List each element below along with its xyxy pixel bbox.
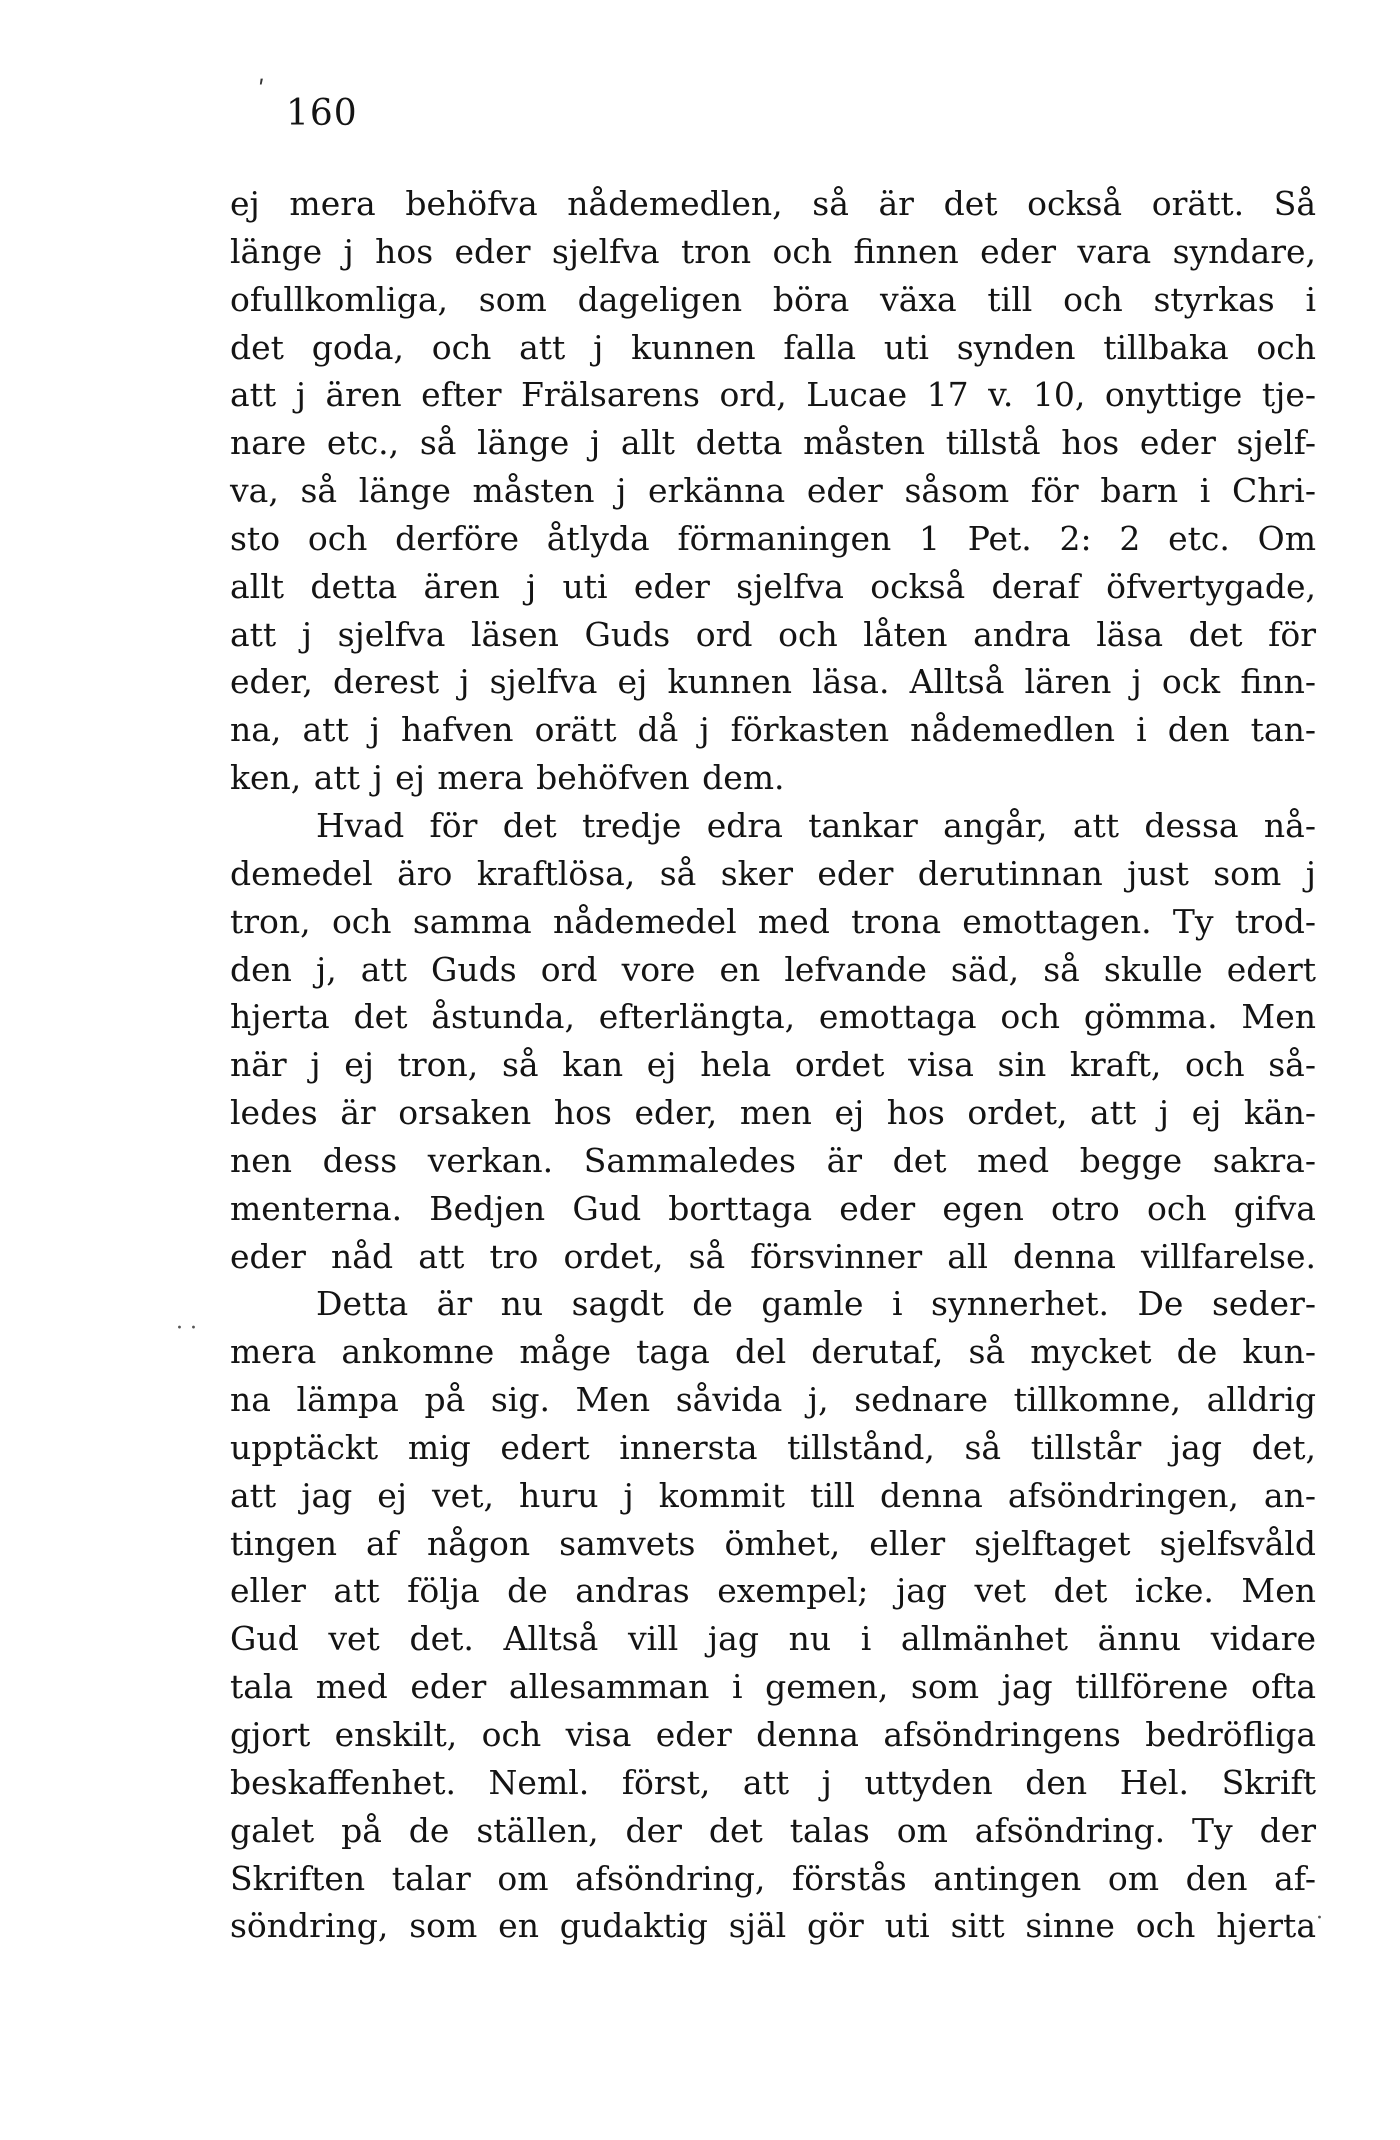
- text-line: sto och derföre åtlyda förmaningen 1 Pet. 2: 2 etc. Om: [230, 518, 1316, 558]
- paragraph-start-line: Detta är nu sagdt de gamle i synnerhet. De seder-: [316, 1284, 1316, 1324]
- text-line: gjort enskilt, och visa eder denna afsöndringens bedröfliga: [230, 1715, 1316, 1754]
- text-line: att jag ej vet, huru j kommit till denna afsöndringen, an-: [230, 1475, 1316, 1515]
- text-line: hjerta det åstunda, efterlängta, emottaga och gömma. Men: [230, 997, 1316, 1037]
- page-number: 160: [286, 93, 358, 134]
- text-line: att j sjelfva läsen Guds ord och låten andra läsa det för: [230, 614, 1316, 654]
- text-line: eder, derest j sjelfva ej kunnen läsa. Alltså lären j ock finn-: [230, 662, 1316, 702]
- text-line: ofullkomliga, som dageligen böra växa till och styrkas i: [230, 279, 1316, 319]
- text-line: det goda, och att j kunnen falla uti synden tillbaka och: [230, 327, 1316, 367]
- paragraph-end-line: ken, att j ej mera behöfven dem.: [230, 758, 785, 798]
- text-line: mera ankomne måge taga del derutaf, så mycket de kun-: [230, 1332, 1316, 1372]
- text-line: när j ej tron, så kan ej hela ordet visa sin kraft, och så-: [230, 1045, 1316, 1085]
- text-line: den j, att Guds ord vore en lefvande säd, så skulle edert: [230, 949, 1316, 989]
- margin-dots-mark: · ·: [176, 1316, 197, 1341]
- margin-tick-mark: ʹ: [258, 76, 265, 104]
- text-line: menterna. Bedjen Gud borttaga eder egen otro och gifva: [230, 1188, 1316, 1228]
- text-line: demedel äro kraftlösa, så sker eder derutinnan just som j: [230, 853, 1316, 893]
- text-line: allt detta ären j uti eder sjelfva också deraf öfvertygade,: [230, 566, 1316, 606]
- text-line: eller att följa de andras exempel; jag vet det icke. Men: [230, 1571, 1316, 1611]
- text-line: tingen af någon samvets ömhet, eller sjelftaget sjelfsvåld: [230, 1523, 1316, 1563]
- text-line: na, att j hafven orätt då j förkasten nådemedlen i den tan-: [230, 710, 1316, 750]
- text-line: att j ären efter Frälsarens ord, Lucae 17 v. 10, onyttige tje-: [230, 375, 1316, 415]
- text-line: nare etc., så länge j allt detta måsten tillstå hos eder sjelf-: [230, 423, 1316, 463]
- text-line: ej mera behöfva nådemedlen, så är det också orätt. Så: [230, 184, 1316, 223]
- paragraph-end-line: eder nåd att tro ordet, så försvinner all denna villfarelse.: [230, 1236, 1316, 1276]
- text-line: Skriften talar om afsöndring, förstås antingen om den af-: [230, 1858, 1316, 1898]
- body-text: [230, 180, 1316, 1950]
- text-line: tron, och samma nådemedel med trona emottagen. Ty trod-: [230, 901, 1316, 941]
- paragraph-start-line: Hvad för det tredje edra tankar angår, att dessa nå-: [316, 805, 1316, 845]
- text-line: va, så länge måsten j erkänna eder såsom för barn i Chri-: [230, 471, 1316, 511]
- margin-dot-mark: ·: [1316, 1906, 1323, 1931]
- text-line: tala med eder allesamman i gemen, som jag tillförene ofta: [230, 1667, 1316, 1707]
- text-line: länge j hos eder sjelfva tron och finnen eder vara syndare,: [230, 231, 1316, 271]
- text-line: galet på de ställen, der det talas om afsöndring. Ty der: [230, 1810, 1316, 1850]
- text-line: söndring, som en gudaktig själ gör uti sitt sinne och hjerta: [230, 1906, 1316, 1946]
- text-line: na lämpa på sig. Men såvida j, sednare tillkomne, alldrig: [230, 1380, 1316, 1420]
- text-line: upptäckt mig edert innersta tillstånd, så tillstår jag det,: [230, 1427, 1316, 1467]
- text-line: ledes är orsaken hos eder, men ej hos ordet, att j ej kän-: [230, 1093, 1316, 1133]
- text-line: nen dess verkan. Sammaledes är det med begge sakra-: [230, 1140, 1316, 1180]
- text-line: Gud vet det. Alltså vill jag nu i allmänhet ännu vidare: [230, 1619, 1316, 1659]
- text-line: beskaffenhet. Neml. först, att j uttyden den Hel. Skrift: [230, 1762, 1316, 1802]
